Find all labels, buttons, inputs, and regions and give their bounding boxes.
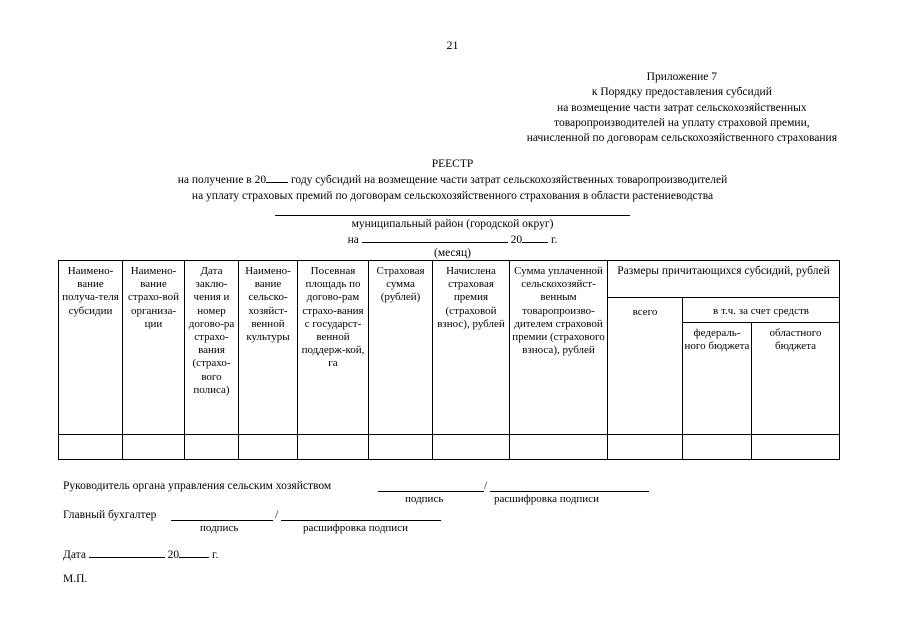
header-paid-premium: Сумма уплаченной сельскохозяйст-венным товаропроизво-дителем страховой премии (страхового взноса), рублей	[510, 261, 608, 435]
signature-caption: подпись	[200, 522, 239, 534]
municipality-blank-line	[275, 215, 630, 216]
header-federal: федераль-ного бюджета	[683, 323, 752, 435]
year-blank	[522, 232, 548, 243]
head-label: Руководитель органа управления сельским хозяйством	[63, 480, 332, 492]
header-total: всего	[608, 298, 683, 435]
header-recipient: Наимено-вание получа-теля субсидии	[59, 261, 123, 435]
header-insurer: Наимено-вание страхо-вой организа-ции	[123, 261, 185, 435]
title-line: на получение в 20 году субсидий на возмещение части затрат сельскохозяйственных товаропроизводителей	[177, 174, 728, 187]
signature-caption: подпись	[405, 493, 444, 505]
title-heading: РЕЕСТР	[431, 158, 474, 170]
table-row	[59, 435, 840, 460]
appendix-line: товаропроизводителей на уплату страховой премии,	[554, 116, 810, 129]
date-row: Дата 20 г.	[63, 549, 219, 561]
head-signature-line	[378, 491, 484, 492]
page-number: 21	[446, 38, 459, 52]
separator-slash: /	[484, 480, 488, 492]
month-label: (месяц)	[434, 247, 471, 259]
header-contract-date: Дата заклю-чения и номер догово-ра страхо-вания (страхо-вого полиса)	[185, 261, 239, 435]
date-blank	[89, 547, 165, 558]
registry-table	[58, 260, 840, 460]
decoding-caption: расшифровка подписи	[494, 493, 599, 505]
header-crop: Наимено-вание сельско-хозяйст-венной культуры	[239, 261, 298, 435]
header-including: в т.ч. за счет средств	[683, 298, 840, 323]
appendix-header	[527, 70, 837, 146]
separator-slash: /	[275, 509, 279, 521]
document-title	[0, 157, 905, 204]
month-year-row: на 20 г.	[347, 234, 558, 246]
appendix-line: на возмещение части затрат сельскохозяйственных	[557, 101, 807, 114]
decoding-caption: расшифровка подписи	[303, 522, 408, 534]
title-line: на уплату страховых премий по договорам сельскохозяйственного страхования в области растениеводства	[191, 189, 714, 202]
year-blank	[266, 172, 288, 183]
accountant-label: Главный бухгалтер	[63, 509, 157, 521]
head-decoding-line	[490, 491, 649, 492]
header-subsidy-group: Размеры причитающихся субсидий, рублей	[608, 261, 840, 298]
appendix-line: к Порядку предоставления субсидий	[591, 86, 772, 99]
accountant-signature-line	[171, 520, 273, 521]
stamp-label: М.П.	[63, 573, 88, 585]
appendix-line: начисленной по договорам сельскохозяйственного страхования	[526, 132, 837, 145]
header-area: Посевная площадь по догово-рам страхо-вания с государст-венной поддерж-кой, га	[298, 261, 369, 435]
year-blank	[179, 547, 209, 558]
appendix-line: Приложение 7	[646, 71, 718, 83]
month-blank	[362, 232, 508, 243]
municipality-label: муниципальный район (городской округ)	[351, 218, 554, 230]
head-signature-row	[63, 480, 331, 492]
header-accrued-premium: Начислена страховая премия (страховой взнос), рублей	[433, 261, 510, 435]
accountant-decoding-line	[281, 520, 441, 521]
header-regional: областного бюджета	[752, 323, 840, 435]
header-insured-sum: Страховая сумма (рублей)	[369, 261, 433, 435]
